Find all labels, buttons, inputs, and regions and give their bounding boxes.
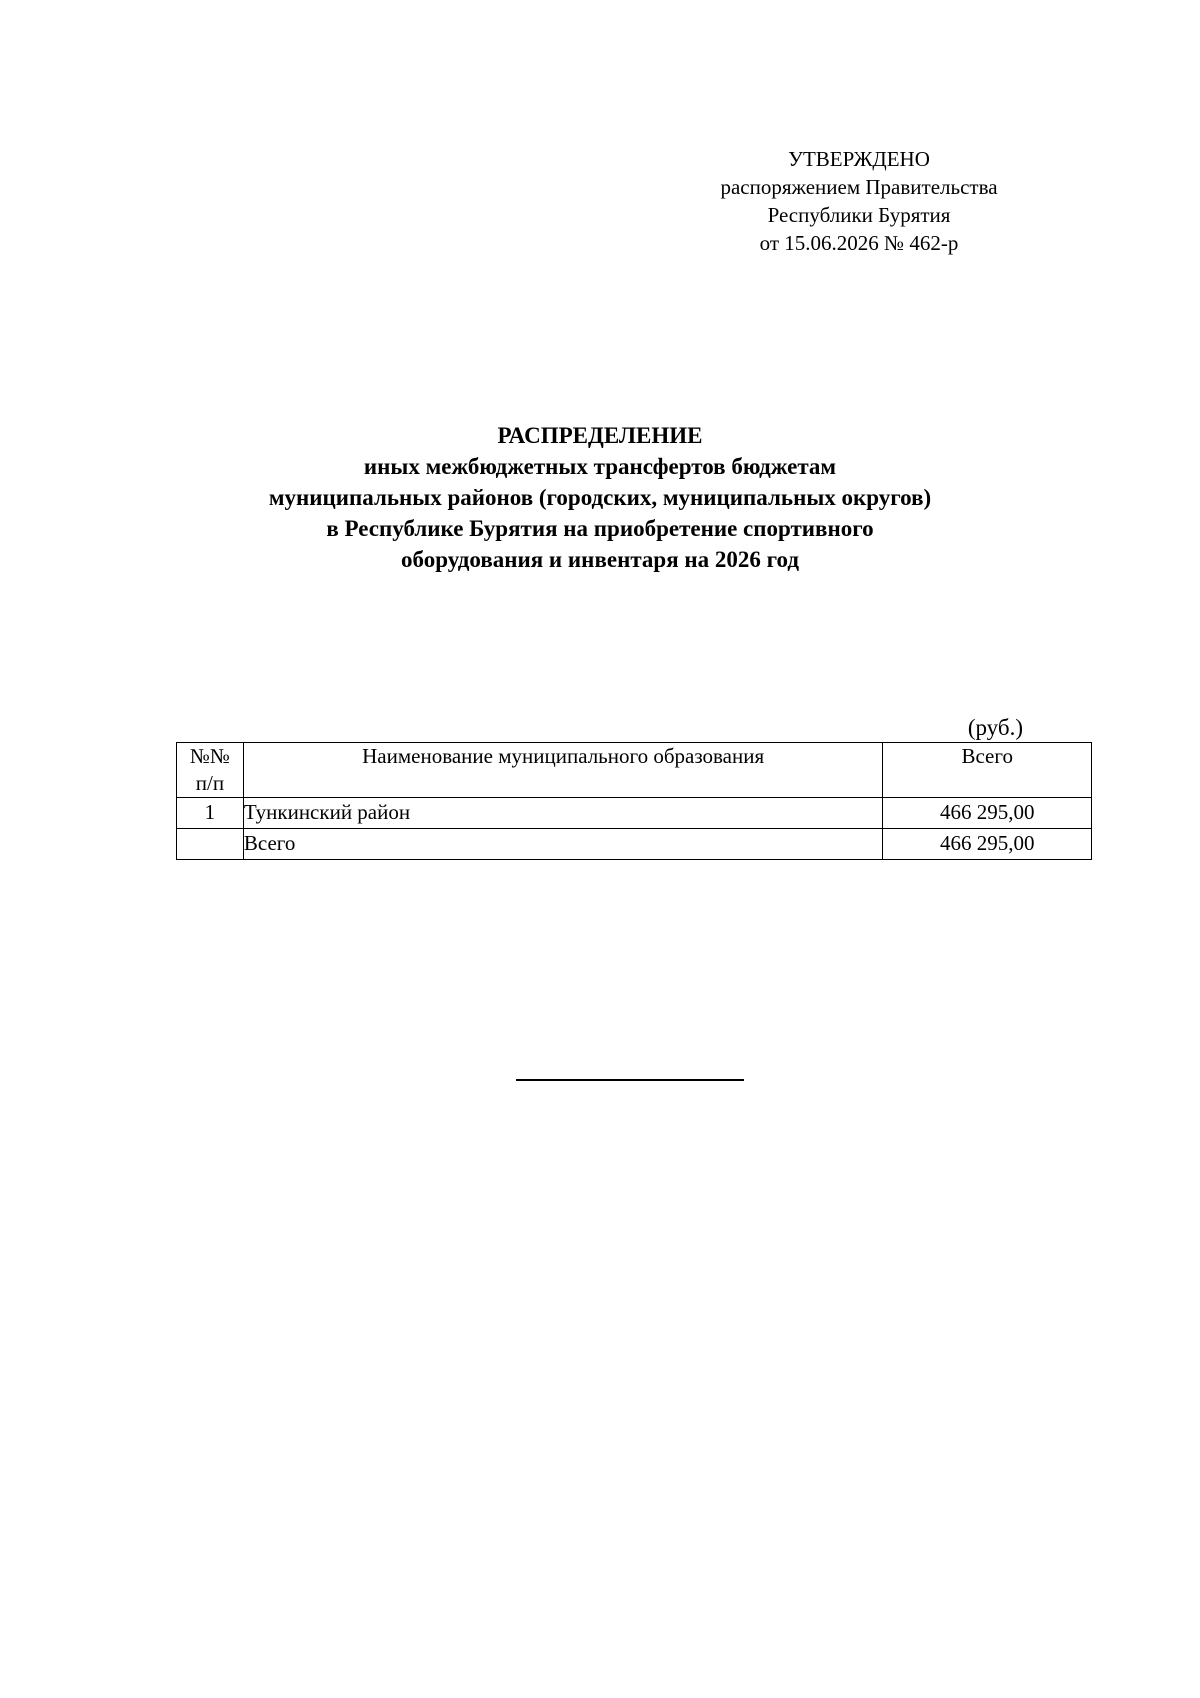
approval-block: [700, 145, 1018, 257]
title-line: оборудования и инвентаря на 2026 год: [401, 547, 799, 572]
closing-rule: [516, 1079, 744, 1081]
row-name: Тункинский район: [243, 798, 883, 829]
table-header-row: [177, 743, 1092, 798]
title-line: иных межбюджетных трансфертов бюджетам: [363, 454, 837, 479]
row-number: 1: [177, 798, 244, 829]
table-row: [177, 798, 1092, 829]
approval-line: от 15.06.2026 № 462-р: [759, 231, 959, 255]
approval-line: УТВЕРЖДЕНО: [788, 147, 930, 171]
title-line: муниципальных районов (городских, муниципальных округов): [268, 485, 932, 510]
currency-unit-label: (руб.): [967, 715, 1023, 740]
header-number-line2: п/п: [195, 771, 225, 795]
row-number: [177, 829, 244, 860]
approval-line: Республики Бурятия: [767, 203, 951, 227]
header-total: Всего: [883, 743, 1092, 798]
document-title: [150, 420, 1050, 575]
header-number-line1: №№: [189, 744, 230, 768]
table-total-row: [177, 829, 1092, 860]
header-number: [177, 743, 244, 798]
header-name: Наименование муниципального образования: [243, 743, 883, 798]
row-total: 466 295,00: [883, 829, 1092, 860]
row-total: 466 295,00: [883, 798, 1092, 829]
distribution-table: [176, 742, 1092, 860]
title-line: РАСПРЕДЕЛЕНИЕ: [497, 423, 703, 448]
row-name: Всего: [243, 829, 883, 860]
approval-line: распоряжением Правительства: [720, 175, 998, 199]
title-line: в Республике Бурятия на приобретение спортивного: [326, 516, 874, 541]
